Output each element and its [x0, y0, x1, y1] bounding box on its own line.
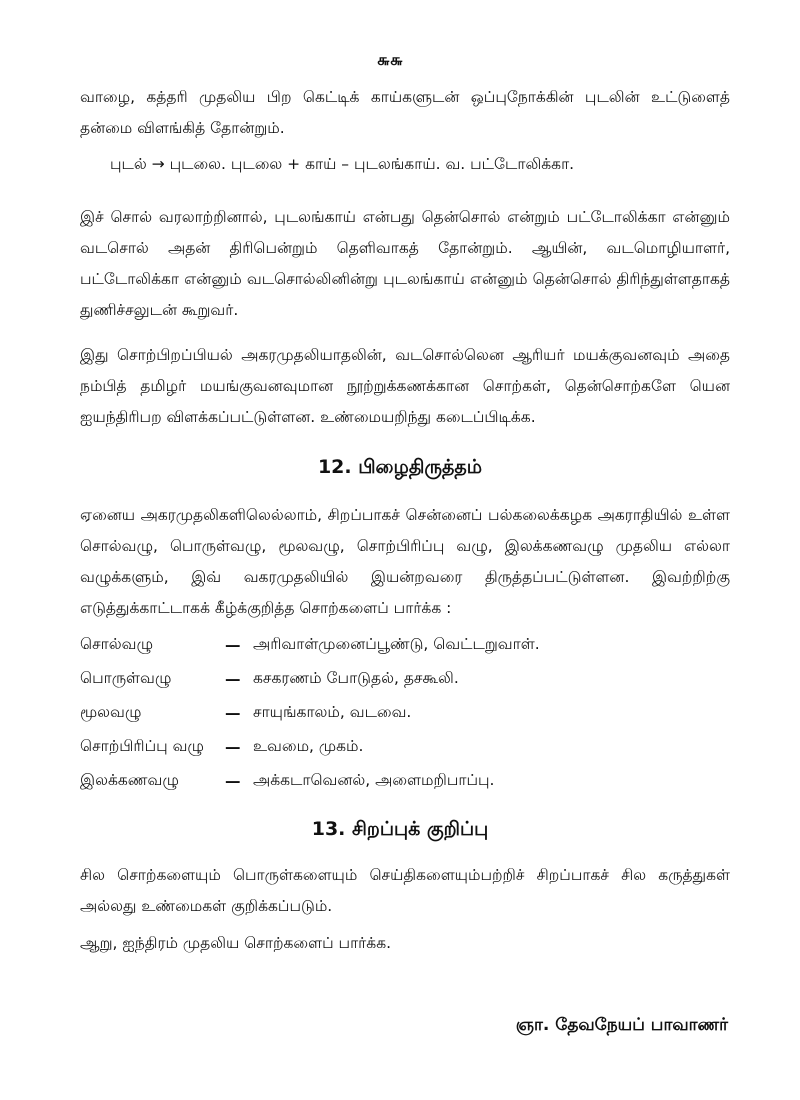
error-examples: அரிவாள்முனைப்பூண்டு, வெட்டறுவாள். [253, 635, 540, 653]
paragraph-special-note: சில சொற்களையும் பொருள்களையும் செய்திகளையும்பற்றிச் சிறப்பாகச் சில கருத்துகள் அல்லது உண்மைகள் குறிக்கப்படும். [80, 866, 730, 915]
error-examples: அக்கடாவெனல், அளைமறிபாப்பு. [253, 771, 495, 789]
error-examples: சாயுங்காலம், வடவை. [253, 703, 412, 721]
list-item [80, 662, 730, 696]
list-item [80, 764, 730, 798]
paragraph-see-words: ஆறு, ஐந்திரம் முதலிய சொற்களைப் பார்க்க. [80, 934, 392, 952]
list-item [80, 730, 730, 764]
etymology-example: புடல் → புடலை. புடலை + காய் – புடலங்காய். வ. பட்டோலிக்கா. [110, 155, 575, 173]
list-item [80, 628, 730, 662]
paragraph-errata-intro: ஏனைய அகரமுதலிகளிலெல்லாம், சிறப்பாகச் சென்னைப் பல்கலைக்கழக அகராதியில் உள்ள சொல்வழு, பொருள்வழு, மூலவழு, சொற்பிரிப்பு வழு, இலக்கணவழு முதலிய எல்லா வழுக்களும், இவ் வகரமுதலியில் இயன்றவரை திருத்தப்பட்டுள்ளன. இவற்றிற்கு எடுத்துக்காட்டாகக் கீழ்க்குறித்த சொற்களைப் பார்க்க : [80, 506, 730, 617]
list-item [80, 696, 730, 730]
dash: — [225, 738, 241, 756]
error-type: மூலவழு [80, 703, 142, 721]
error-examples: உவமை, முகம். [253, 737, 364, 755]
section-heading-errata: 12. பிழைதிருத்தம் [317, 456, 483, 478]
dash: — [225, 772, 241, 790]
author-signature: ஞா. தேவநேயப் பாவாணர் [515, 1015, 728, 1035]
paragraph-pudal-cavity: வாழை, கத்தரி முதலிய பிற கெட்டிக் காய்களுடன் ஒப்புநோக்கின் புடலின் உட்டுளைத் தன்மை விளங்கித் தோன்றும். [80, 88, 730, 137]
section-heading-special-note: 13. சிறப்புக் குறிப்பு [311, 818, 489, 840]
page-number: ௬௬ [377, 50, 403, 69]
errata-list [80, 628, 730, 798]
paragraph-word-history: இச் சொல் வரலாற்றினால், புடலங்காய் என்பது தென்சொல் என்றும் பட்டோலிக்கா என்னும் வடசொல் அதன் திரிபென்றும் தெளிவாகத் தோன்றும். ஆயின், வடமொழியாளர், பட்டோலிக்கா என்னும் வடசொல்லினின்று புடலங்காய் என்னும் தென்சொல் திரிந்துள்ளதாகத் துணிச்சலுடன் கூறுவர். [80, 208, 730, 319]
dash: — [225, 670, 241, 688]
error-type: சொற்பிரிப்பு வழு [80, 737, 204, 755]
dash: — [225, 704, 241, 722]
error-type: பொருள்வழு [80, 669, 172, 687]
error-examples: கசகரணம் போடுதல், தசகூலி. [253, 669, 459, 687]
error-type: சொல்வழு [80, 635, 154, 653]
paragraph-native-words: இது சொற்பிறப்பியல் அகரமுதலியாதலின், வடசொல்லென ஆரியர் மயக்குவனவும் அதை நம்பித் தமிழர் மயங்குவனவுமான நூற்றுக்கணக்கான சொற்கள், தென்சொற்களே யென ஐயந்திரிபற விளக்கப்பட்டுள்ளன. உண்மையறிந்து கடைப்பிடிக்க. [80, 346, 730, 426]
error-type: இலக்கணவழு [80, 771, 179, 789]
dash: — [225, 636, 241, 654]
